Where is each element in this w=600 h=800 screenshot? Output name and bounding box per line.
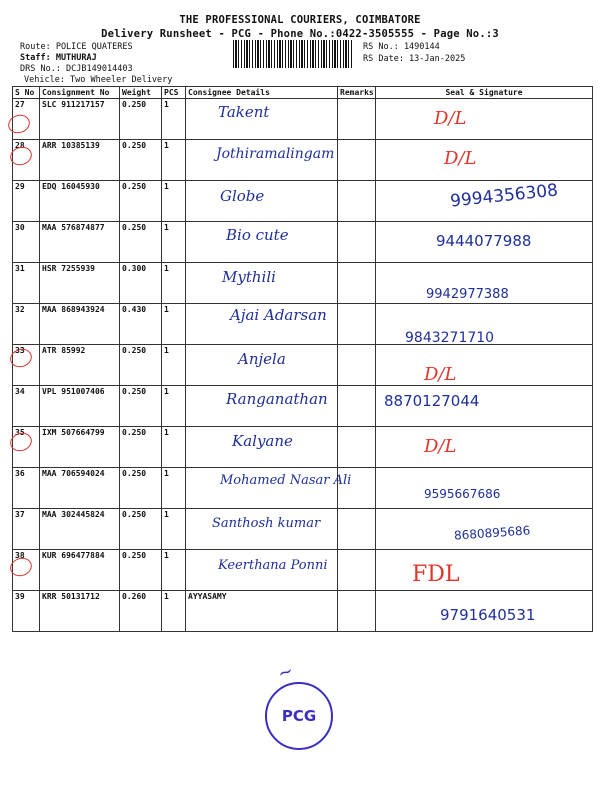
handwritten-name: Ajai Adarsan <box>230 306 327 324</box>
staff-label <box>20 53 97 63</box>
cell-weight: 0.250 <box>120 345 162 386</box>
handwritten-name: Santhosh kumar <box>212 516 321 531</box>
col-pcs: PCS <box>162 87 186 99</box>
col-sno: S No <box>13 87 40 99</box>
cell-pcs: 1 <box>162 99 186 140</box>
cell-remarks <box>338 427 376 468</box>
cell-sno: 31 <box>13 263 40 304</box>
table-header-row <box>13 87 593 99</box>
handwritten-name: Mohamed Nasar Ali <box>220 473 352 488</box>
receiver-phone: 9595667686 <box>424 487 501 501</box>
barcode <box>233 40 353 68</box>
cell-consignment: IXM 507664799 <box>40 427 120 468</box>
cell-weight: 0.430 <box>120 304 162 345</box>
cell-consignment: ATR 85992 <box>40 345 120 386</box>
col-weight: Weight <box>120 87 162 99</box>
cell-remarks <box>338 345 376 386</box>
cell-remarks <box>338 591 376 632</box>
staff-value: Staff: MUTHURAJ <box>20 53 97 63</box>
cell-consignee: AYYASAMY <box>186 591 338 632</box>
cell-sno: 32 <box>13 304 40 345</box>
drs-label: DRS No.: DCJB149014403 <box>20 64 133 74</box>
cell-weight: 0.250 <box>120 99 162 140</box>
col-seal-signature: Seal & Signature <box>376 87 593 99</box>
cell-consignment: MAA 706594024 <box>40 468 120 509</box>
route-label: Route: POLICE QUATERES <box>20 42 133 52</box>
cell-pcs: 1 <box>162 345 186 386</box>
handwritten-name: Keerthana Ponni <box>218 558 328 573</box>
cell-pcs: 1 <box>162 427 186 468</box>
handwritten-name: Bio cute <box>226 226 289 244</box>
col-consignee: Consignee Details <box>186 87 338 99</box>
cell-pcs: 1 <box>162 181 186 222</box>
cell-weight: 0.250 <box>120 468 162 509</box>
runsheet-subtitle: Delivery Runsheet - PCG - Phone No.:0422-3505555 - Page No.:3 <box>101 28 499 40</box>
handwritten-name: Ranganathan <box>226 390 328 408</box>
cell-pcs: 1 <box>162 550 186 591</box>
delivered-mark: D/L <box>424 436 457 457</box>
cell-sno: 39 <box>13 591 40 632</box>
cell-pcs: 1 <box>162 222 186 263</box>
cell-consignment: MAA 868943924 <box>40 304 120 345</box>
cell-remarks <box>338 263 376 304</box>
cell-sno: 29 <box>13 181 40 222</box>
cell-seal-signature <box>376 427 593 468</box>
delivered-mark: FDL <box>412 562 460 587</box>
handwritten-name: Kalyane <box>232 432 293 450</box>
cell-remarks <box>338 509 376 550</box>
cell-consignment: MAA 576874877 <box>40 222 120 263</box>
cell-sno: 27 <box>13 99 40 140</box>
cell-consignment: HSR 7255939 <box>40 263 120 304</box>
cell-pcs: 1 <box>162 468 186 509</box>
cell-sno: 28 <box>13 140 40 181</box>
cell-pcs: 1 <box>162 386 186 427</box>
stamp-signature: ~ <box>274 660 297 685</box>
receiver-phone: 9994356308 <box>449 180 559 212</box>
cell-weight: 0.250 <box>120 140 162 181</box>
handwritten-name: Globe <box>220 187 265 205</box>
cell-weight: 0.250 <box>120 222 162 263</box>
cell-pcs: 1 <box>162 509 186 550</box>
col-consignment: Consignment No <box>40 87 120 99</box>
cell-pcs: 1 <box>162 591 186 632</box>
receiver-phone: 9843271710 <box>405 330 495 346</box>
cell-pcs: 1 <box>162 140 186 181</box>
rs-date: RS Date: 13-Jan-2025 <box>363 54 466 64</box>
cell-weight: 0.250 <box>120 550 162 591</box>
cell-sno: 30 <box>13 222 40 263</box>
delivered-mark: D/L <box>444 148 477 169</box>
cell-weight: 0.250 <box>120 386 162 427</box>
cell-seal-signature <box>376 550 593 591</box>
cell-sno: 38 <box>13 550 40 591</box>
receiver-phone: 9791640531 <box>440 606 536 624</box>
cell-remarks <box>338 386 376 427</box>
cell-consignment: ARR 10385139 <box>40 140 120 181</box>
cell-weight: 0.250 <box>120 181 162 222</box>
cell-sno: 35 <box>13 427 40 468</box>
cell-sno: 37 <box>13 509 40 550</box>
delivered-mark: D/L <box>434 108 467 129</box>
cell-consignment: EDQ 16045930 <box>40 181 120 222</box>
cell-seal-signature <box>376 140 593 181</box>
cell-consignment: KUR 696477884 <box>40 550 120 591</box>
vehicle-label: Vehicle: Two Wheeler Delivery <box>24 75 173 85</box>
cell-remarks <box>338 550 376 591</box>
handwritten-name: Anjela <box>238 350 286 368</box>
cell-seal-signature <box>376 99 593 140</box>
handwritten-name: Mythili <box>222 268 276 286</box>
cell-seal-signature <box>376 345 593 386</box>
receiver-phone: 9444077988 <box>436 232 532 250</box>
delivered-mark: D/L <box>424 364 457 385</box>
cell-consignment: KRR 50131712 <box>40 591 120 632</box>
cell-pcs: 1 <box>162 263 186 304</box>
table-row <box>13 427 593 468</box>
cell-remarks <box>338 140 376 181</box>
rs-number: RS No.: 1490144 <box>363 42 440 52</box>
cell-sno: 34 <box>13 386 40 427</box>
cell-weight: 0.250 <box>120 427 162 468</box>
cell-remarks <box>338 99 376 140</box>
receiver-phone: 9942977388 <box>426 287 509 302</box>
company-title: THE PROFESSIONAL COURIERS, COIMBATORE <box>179 14 421 26</box>
cell-weight: 0.300 <box>120 263 162 304</box>
cell-consignment: SLC 911217157 <box>40 99 120 140</box>
cell-sno: 36 <box>13 468 40 509</box>
company-stamp: PCG <box>265 682 333 750</box>
cell-consignment: VPL 951007406 <box>40 386 120 427</box>
col-remarks: Remarks <box>338 87 376 99</box>
table-row <box>13 345 593 386</box>
cell-weight: 0.250 <box>120 509 162 550</box>
receiver-phone: 8870127044 <box>384 392 480 410</box>
handwritten-name: Jothiramalingam <box>216 146 335 162</box>
cell-remarks <box>338 304 376 345</box>
cell-remarks <box>338 181 376 222</box>
runsheet-table <box>12 86 593 632</box>
receiver-phone: 8680895686 <box>453 523 531 543</box>
cell-weight: 0.260 <box>120 591 162 632</box>
table-row <box>13 99 593 140</box>
cell-pcs: 1 <box>162 304 186 345</box>
cell-remarks <box>338 222 376 263</box>
cell-sno: 33 <box>13 345 40 386</box>
handwritten-name: Takent <box>218 103 270 121</box>
cell-consignment: MAA 302445824 <box>40 509 120 550</box>
